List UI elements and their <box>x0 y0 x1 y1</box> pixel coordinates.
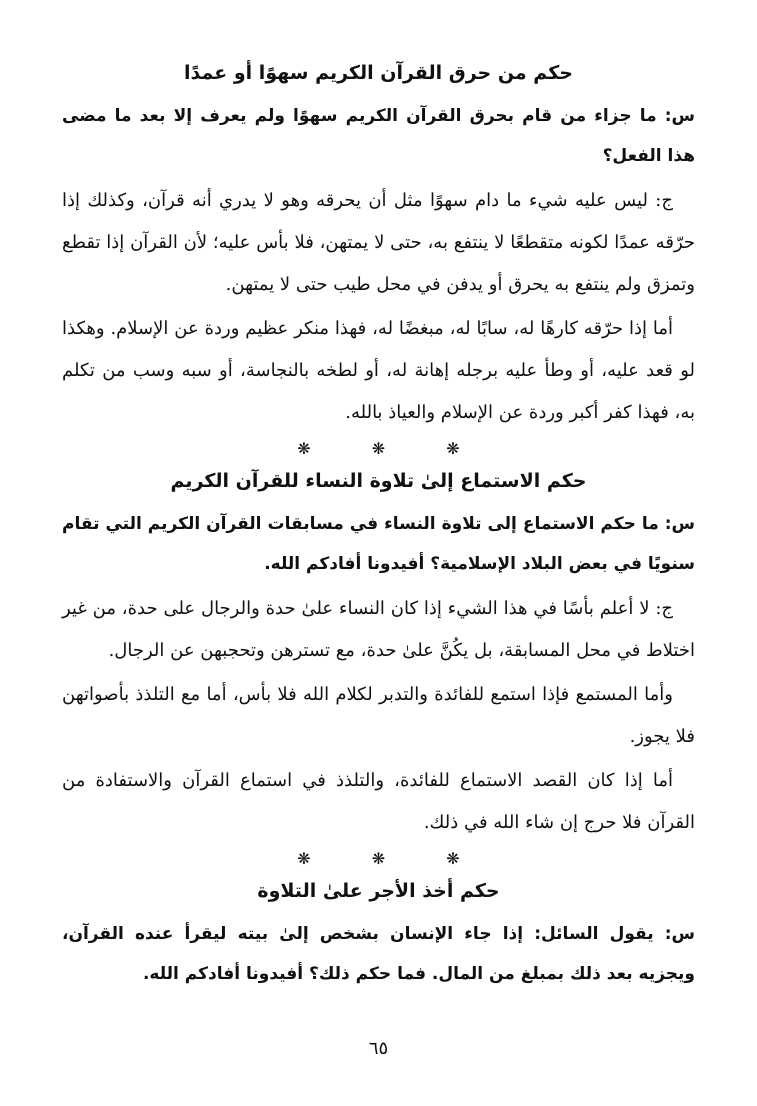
question-recitation-wage: س: يقول السائل: إذا جاء الإنسان بشخص إلىٰ بيته ليقرأ عنده القرآن، ويجزيه بعد ذلك بمبلغ من المال. فما حكم ذلك؟ أفيدونا أفادكم الله. <box>62 924 695 984</box>
answer-paragraph: ج: ليس عليه شيء ما دام سهوًا مثل أن يحرقه وهو لا يدري أنه قرآن، وكذلك إذا حرّقه عمدًا لكونه متقطعًا لا ينتفع به، حتى لا يمتهن، فلا بأس عليه؛ لأن القرآن إذا تقطع وتمزق ولم ينتفع به يحرق أو يدفن في محل طيب حتى لا يمتهن. <box>62 190 695 295</box>
answer-paragraph: أما إذا كان القصد الاستماع للفائدة، والتلذذ في استماع القرآن والاستفادة من القرآن فلا حرج إن شاء الله في ذلك. <box>62 770 695 833</box>
separator-star: ❋ <box>371 849 386 868</box>
answer-paragraph: ج: لا أعلم بأسًا في هذا الشيء إذا كان النساء علىٰ حدة والرجال على حدة، من غير اختلاط في محل المسابقة، بل يكُنَّ علىٰ حدة، مع تسترهن وتحجبهن عن الرجال. <box>62 598 695 661</box>
page-number: ٦٥ <box>368 1038 389 1059</box>
separator-star: ❋ <box>446 439 460 458</box>
section-separator <box>62 846 695 872</box>
section-heading-recitation-wage: حكم أخذ الأجر علىٰ التلاوة <box>257 880 500 902</box>
answer-paragraph: أما إذا حرّقه كارهًا له، سابًا له، مبغضًا له، فهذا منكر عظيم وردة عن الإسلام. وهكذا لو قعد عليه، أو وطأ عليه برجله إهانة له، أو لطخه بالنجاسة، أو سبه وسب من تكلم به، فهذا كفر أكبر وردة عن الإسلام والعياذ بالله. <box>62 318 695 423</box>
section-heading-women-recitation: حكم الاستماع إلىٰ تلاوة النساء للقرآن الكريم <box>170 470 587 492</box>
separator-star: ❋ <box>297 849 311 868</box>
section-heading-quran-burning: حكم من حرق القرآن الكريم سهوًا أو عمدًا <box>184 62 573 84</box>
section-separator <box>62 436 695 462</box>
question-women-recitation: س: ما حكم الاستماع إلى تلاوة النساء في مسابقات القرآن الكريم التي تقام سنويًا في بعض البلاد الإسلامية؟ أفيدونا أفادكم الله. <box>62 514 695 574</box>
question-quran-burning: س: ما جزاء من قام بحرق القرآن الكريم سهوًا ولم يعرف إلا بعد ما مضى هذا الفعل؟ <box>62 106 695 166</box>
separator-star: ❋ <box>446 849 460 868</box>
answer-paragraph: وأما المستمع فإذا استمع للفائدة والتدبر لكلام الله فلا بأس، أما مع التلذذ بأصواتهن فلا يجوز. <box>62 684 695 747</box>
separator-star: ❋ <box>371 439 386 458</box>
separator-star: ❋ <box>297 439 311 458</box>
